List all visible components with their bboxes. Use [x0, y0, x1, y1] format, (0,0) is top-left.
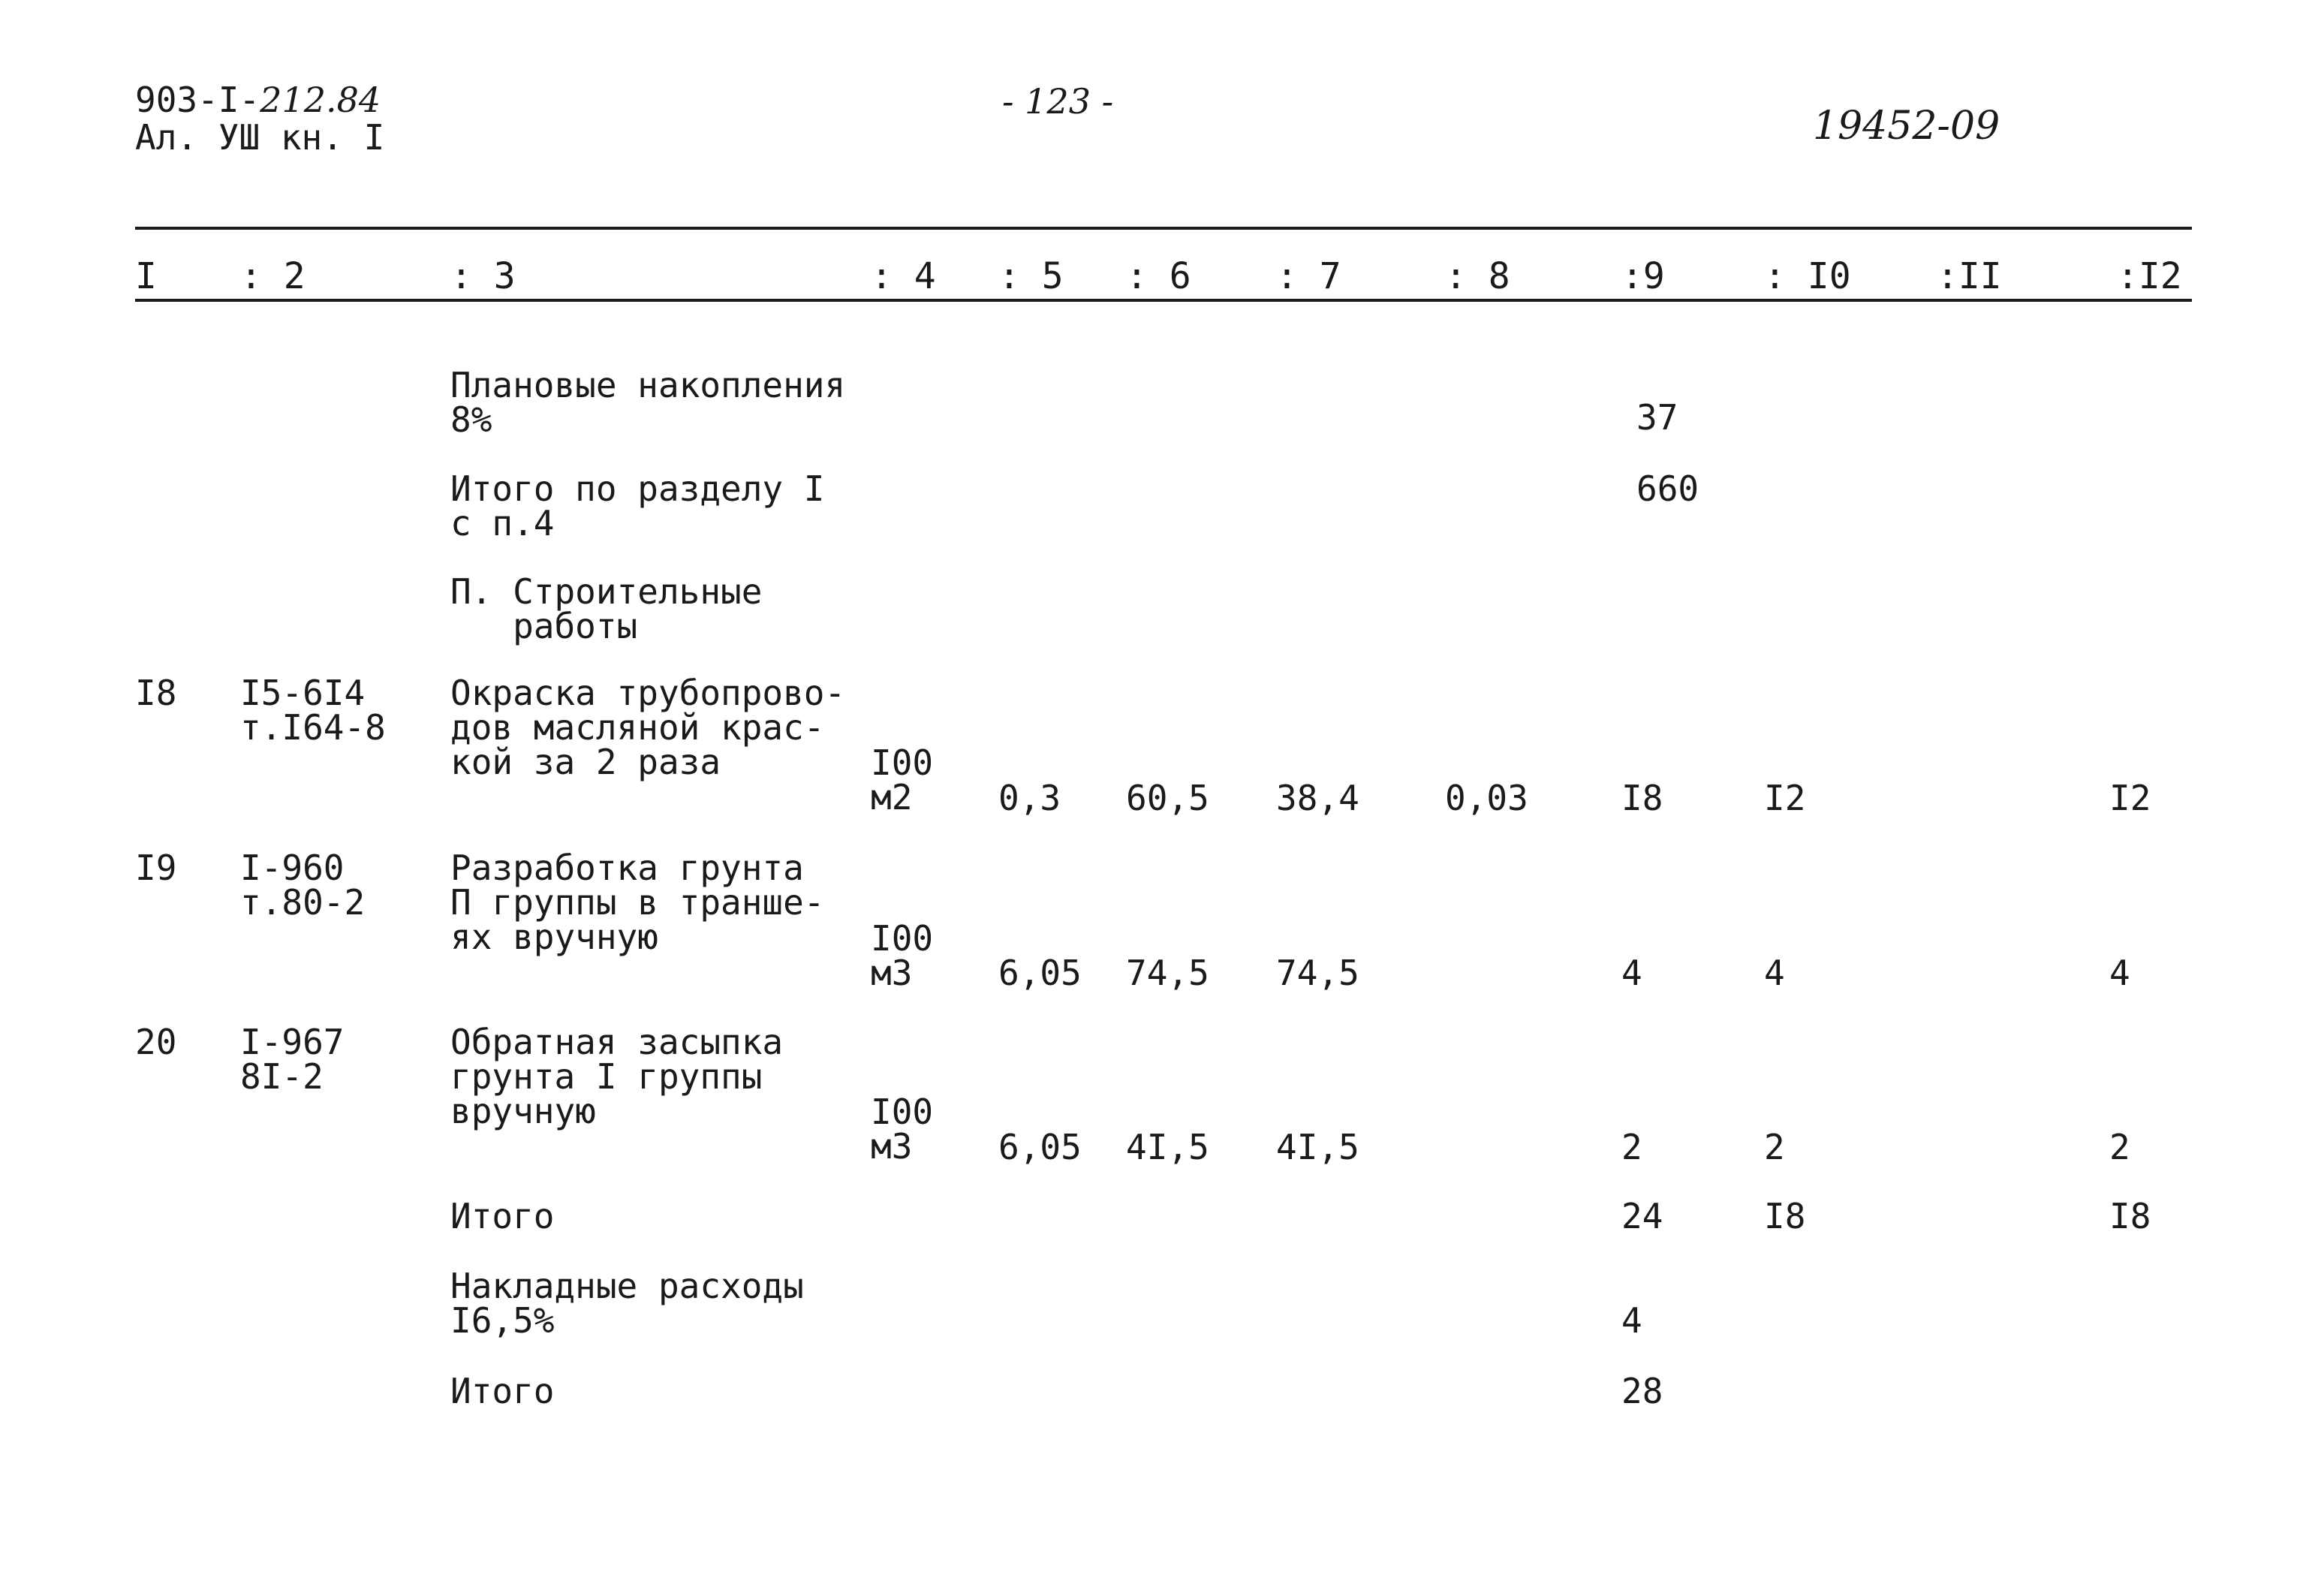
cell-c9: 37 — [1636, 397, 1678, 438]
row-number: I8 — [135, 673, 177, 713]
row-name: Итого — [450, 1371, 555, 1411]
cell-c9: 2 — [1621, 1127, 1642, 1167]
cell-c10: I2 — [1764, 778, 1806, 818]
col-header-7: : 7 — [1276, 255, 1341, 297]
row-name: Итого — [450, 1196, 555, 1236]
header-rule — [135, 299, 2192, 302]
page-number: - 123 - — [1002, 81, 1114, 122]
cell-c9: 660 — [1636, 468, 1699, 509]
col-header-4: : 4 — [871, 255, 936, 297]
col-header-11: :II — [1937, 255, 2002, 297]
col-header-9: :9 — [1621, 255, 1665, 297]
cell-c5: 6,05 — [998, 1127, 1082, 1167]
row-name: Разработка грунта П группы в траншe- ях вручную — [450, 848, 825, 957]
document-code: 903-I-212.84 — [135, 80, 381, 120]
section-heading: П. Строительные работы — [450, 571, 763, 646]
row-number: 20 — [135, 1022, 177, 1062]
handwritten-code: 212.84 — [260, 80, 381, 120]
cell-c5: 0,3 — [998, 778, 1061, 818]
cell-c5: 6,05 — [998, 953, 1082, 993]
cell-c12: 2 — [2109, 1127, 2130, 1167]
cell-c12: I8 — [2109, 1196, 2151, 1236]
cell-c10: 4 — [1764, 953, 1785, 993]
col-header-3: : 3 — [450, 255, 516, 297]
col-header-1: I — [135, 255, 157, 297]
row-code: I-960 т.80-2 — [240, 848, 366, 923]
cell-c6: 74,5 — [1126, 953, 1209, 993]
cell-c9: 4 — [1621, 1300, 1642, 1341]
cell-c8: 0,03 — [1445, 778, 1528, 818]
row-name: Итого по разделу I с п.4 — [450, 468, 825, 544]
album-line: Ал. УШ кн. I — [135, 117, 385, 158]
top-rule — [135, 227, 2192, 230]
col-header-8: : 8 — [1445, 255, 1510, 297]
cell-c6: 60,5 — [1126, 778, 1209, 818]
cell-c9: 4 — [1621, 953, 1642, 993]
row-name: Обратная засыпка грунта I группы вручную — [450, 1022, 784, 1131]
cell-c10: I8 — [1764, 1196, 1806, 1236]
col-header-6: : 6 — [1126, 255, 1191, 297]
cell-c7: 38,4 — [1276, 778, 1359, 818]
row-name: Плановые накопления 8% — [450, 365, 846, 440]
row-number: I9 — [135, 848, 177, 888]
col-header-10: : I0 — [1764, 255, 1851, 297]
cell-c12: I2 — [2109, 778, 2151, 818]
row-code: I-967 8I-2 — [240, 1022, 345, 1097]
cell-c9: I8 — [1621, 778, 1663, 818]
cell-c10: 2 — [1764, 1127, 1785, 1167]
cell-c9: 24 — [1621, 1196, 1663, 1236]
row-name: Накладные расходы I6,5% — [450, 1266, 804, 1341]
col-header-2: : 2 — [240, 255, 306, 297]
cell-c6: 4I,5 — [1126, 1127, 1209, 1167]
row-name: Окраска трубопрово- дов масляной крас- кой за 2 раза — [450, 673, 846, 782]
cell-c7: 4I,5 — [1276, 1127, 1359, 1167]
col-header-12: :I2 — [2117, 255, 2182, 297]
cell-c7: 74,5 — [1276, 953, 1359, 993]
row-code: I5-6I4 т.I64-8 — [240, 673, 386, 748]
cell-c12: 4 — [2109, 953, 2130, 993]
cell-c9: 28 — [1621, 1371, 1663, 1411]
row-unit: I00 м3 — [871, 1092, 934, 1167]
row-unit: I00 м2 — [871, 742, 934, 818]
handwritten-doc-number: 19452-09 — [1813, 104, 2000, 149]
col-header-5: : 5 — [998, 255, 1064, 297]
row-unit: I00 м3 — [871, 918, 934, 993]
